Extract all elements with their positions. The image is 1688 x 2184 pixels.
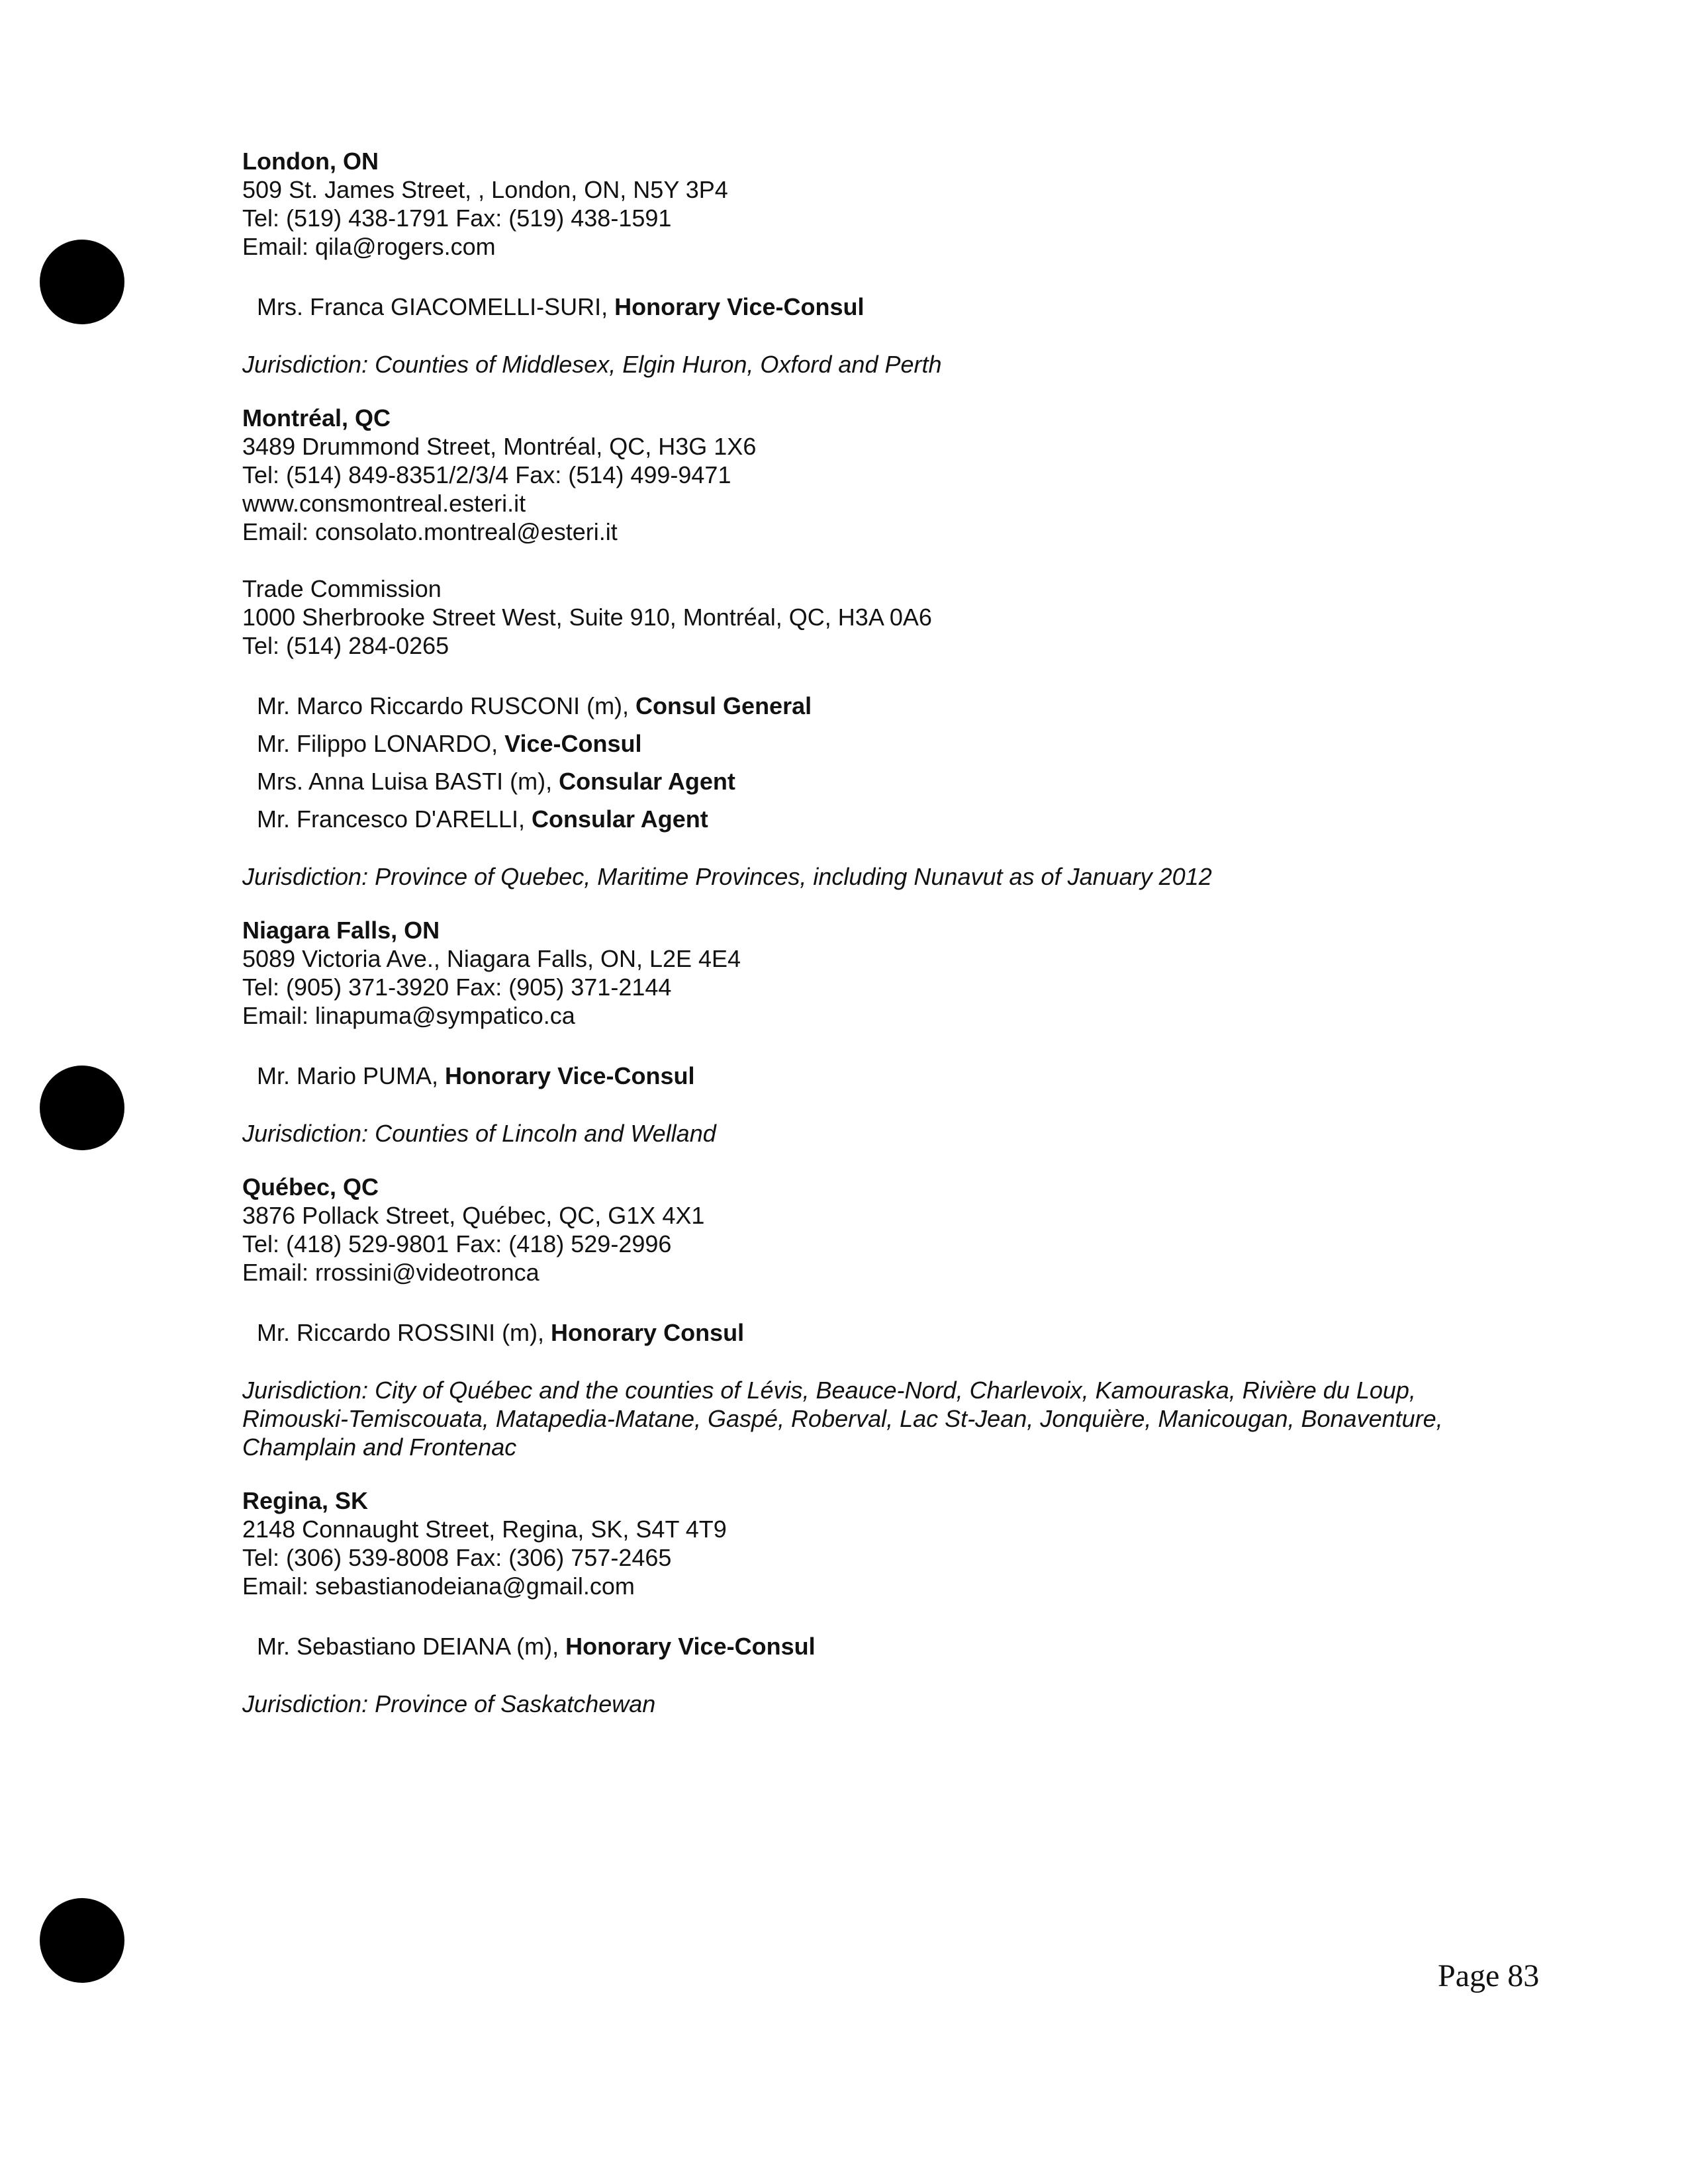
official-name: Mr. Marco Riccardo RUSCONI (m), <box>257 692 636 719</box>
officials-list <box>257 293 1500 321</box>
official-name: Mrs. Franca GIACOMELLI-SURI, <box>257 293 615 320</box>
official-row <box>257 1062 1500 1090</box>
official-row <box>257 1318 1500 1347</box>
contact-line: Email: linapuma@sympatico.ca <box>242 1002 575 1029</box>
punch-hole <box>40 1066 124 1150</box>
contact-line: 509 St. James Street, , London, ON, N5Y 3P4 <box>242 176 728 203</box>
consulate-entry <box>242 404 1500 891</box>
official-name: Mr. Filippo LONARDO, <box>257 730 505 757</box>
official-title: Honorary Consul <box>551 1319 745 1346</box>
trade-commission-line: Tel: (514) 284-0265 <box>242 632 449 659</box>
contact-line: Tel: (519) 438-1791 Fax: (519) 438-1591 <box>242 205 672 232</box>
consulate-entry <box>242 916 1500 1148</box>
officials-list <box>257 1632 1500 1661</box>
consulate-entry <box>242 147 1500 379</box>
consulate-listing <box>242 147 1500 1718</box>
official-title: Honorary Vice-Consul <box>445 1062 695 1089</box>
contact-line: Tel: (905) 371-3920 Fax: (905) 371-2144 <box>242 974 672 1001</box>
jurisdiction: Jurisdiction: City of Québec and the counties of Lévis, Beauce-Nord, Charlevoix, Kamouraska, Rivière du Loup, Rimouski-Temiscouata, Matapedia-Matane, Gaspé, Roberval, Lac St-Jean, Jonquière, Manicougan, Bonaventure, Champlain and Frontenac <box>242 1377 1443 1461</box>
contact-line: 3489 Drummond Street, Montréal, QC, H3G 1X6 <box>242 433 757 460</box>
contact-line: Tel: (514) 849-8351/2/3/4 Fax: (514) 499-9471 <box>242 461 731 488</box>
spacer <box>242 546 1500 574</box>
official-title: Honorary Vice-Consul <box>614 293 865 320</box>
trade-commission-line: 1000 Sherbrooke Street West, Suite 910, Montréal, QC, H3A 0A6 <box>242 604 932 631</box>
official-title: Consular Agent <box>532 805 708 833</box>
official-row <box>257 805 1500 833</box>
contact-line: Email: sebastianodeiana@gmail.com <box>242 1572 635 1600</box>
official-title: Consul General <box>635 692 812 719</box>
jurisdiction: Jurisdiction: Province of Quebec, Maritime Provinces, including Nunavut as of January 2012 <box>242 863 1212 890</box>
city-heading: Québec, QC <box>242 1173 379 1201</box>
contact-line: 2148 Connaught Street, Regina, SK, S4T 4T9 <box>242 1516 727 1543</box>
contact-line: www.consmontreal.esteri.it <box>242 490 526 517</box>
jurisdiction: Jurisdiction: Province of Saskatchewan <box>242 1690 656 1717</box>
trade-commission-line: Trade Commission <box>242 575 442 602</box>
punch-hole <box>40 240 124 324</box>
official-name: Mr. Francesco D'ARELLI, <box>257 805 532 833</box>
contact-line: Tel: (418) 529-9801 Fax: (418) 529-2996 <box>242 1230 672 1257</box>
contact-line: Tel: (306) 539-8008 Fax: (306) 757-2465 <box>242 1544 672 1571</box>
official-row <box>257 767 1500 796</box>
official-title: Vice-Consul <box>504 730 642 757</box>
officials-list <box>257 1318 1500 1347</box>
contact-line: Email: rrossini@videotronca <box>242 1259 539 1286</box>
official-name: Mrs. Anna Luisa BASTI (m), <box>257 768 559 795</box>
contact-line: 3876 Pollack Street, Québec, QC, G1X 4X1 <box>242 1202 705 1229</box>
official-row <box>257 293 1500 321</box>
official-name: Mr. Mario PUMA, <box>257 1062 445 1089</box>
city-heading: Regina, SK <box>242 1487 369 1514</box>
official-name: Mr. Sebastiano DEIANA (m), <box>257 1633 566 1660</box>
consulate-entry <box>242 1486 1500 1718</box>
jurisdiction: Jurisdiction: Counties of Middlesex, Elgin Huron, Oxford and Perth <box>242 351 942 378</box>
punch-hole <box>40 1898 124 1983</box>
jurisdiction: Jurisdiction: Counties of Lincoln and Welland <box>242 1120 716 1147</box>
official-name: Mr. Riccardo ROSSINI (m), <box>257 1319 551 1346</box>
officials-list <box>257 1062 1500 1090</box>
official-title: Honorary Vice-Consul <box>565 1633 816 1660</box>
contact-line: Email: consolato.montreal@esteri.it <box>242 518 618 545</box>
consulate-entry <box>242 1173 1500 1461</box>
official-row <box>257 1632 1500 1661</box>
city-heading: London, ON <box>242 148 379 175</box>
official-row <box>257 729 1500 758</box>
contact-line: 5089 Victoria Ave., Niagara Falls, ON, L2E 4E4 <box>242 945 741 972</box>
official-row <box>257 692 1500 720</box>
official-title: Consular Agent <box>559 768 735 795</box>
contact-line: Email: qila@rogers.com <box>242 233 496 260</box>
page-number: Page 83 <box>1438 1958 1540 1993</box>
city-heading: Niagara Falls, ON <box>242 917 440 944</box>
city-heading: Montréal, QC <box>242 404 391 432</box>
officials-list <box>257 692 1500 833</box>
